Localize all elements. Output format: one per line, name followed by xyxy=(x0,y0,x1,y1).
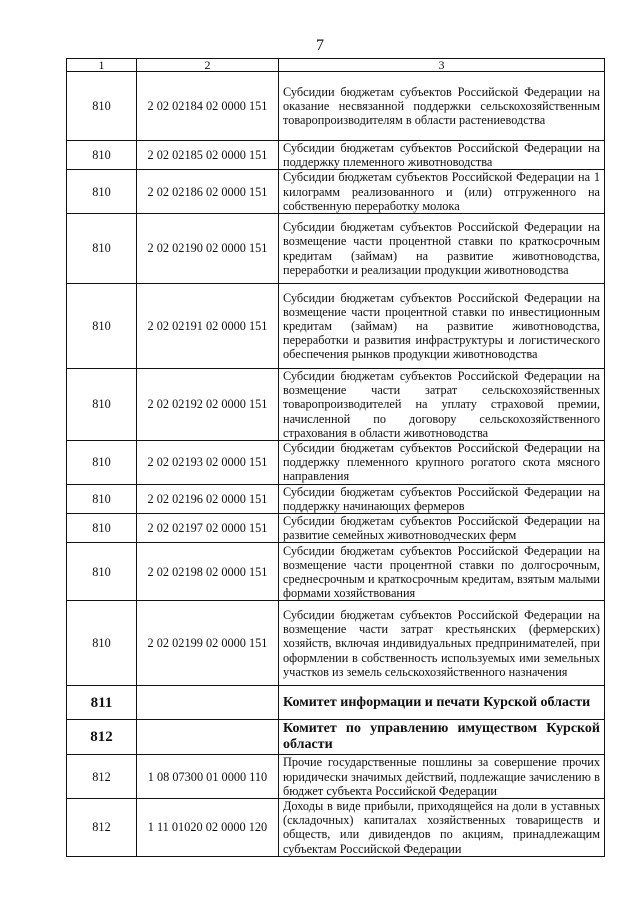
header-col-3: 3 xyxy=(279,59,605,72)
budget-code-cell: 2 02 02186 02 0000 151 xyxy=(137,170,279,214)
table-row xyxy=(67,484,605,513)
header-col-1: 1 xyxy=(67,59,137,72)
description-cell: Субсидии бюджетам субъектов Российской Федерации на возмещение части затрат сельскохозяйственных товаропроизводителей на уплату страховой премии, начисленной по договору сельскохозяйственного страхования в области животноводства xyxy=(279,369,605,441)
description-cell: Комитет по управлению имуществом Курской области xyxy=(279,720,605,755)
admin-code-cell: 810 xyxy=(67,543,137,601)
admin-code-cell: 810 xyxy=(67,441,137,485)
description-cell: Субсидии бюджетам субъектов Российской Федерации на 1 килограмм реализованного и (или) отгруженного на собственную переработку молока xyxy=(279,170,605,214)
table-row xyxy=(67,601,605,686)
budget-code-cell: 2 02 02197 02 0000 151 xyxy=(137,514,279,543)
table-row xyxy=(67,141,605,170)
description-cell: Субсидии бюджетам субъектов Российской Федерации на поддержку племенного крупного рогатого скота мясного направления xyxy=(279,441,605,485)
table-row xyxy=(67,755,605,799)
budget-code-cell: 2 02 02198 02 0000 151 xyxy=(137,543,279,601)
table-row xyxy=(67,686,605,720)
budget-code-cell: 2 02 02190 02 0000 151 xyxy=(137,214,279,284)
admin-code-cell: 810 xyxy=(67,284,137,369)
description-cell: Субсидии бюджетам субъектов Российской Федерации на возмещение части процентной ставки по долгосрочным, среднесрочным и краткосрочным кредитам, взятым малыми формами хозяйствования xyxy=(279,543,605,601)
description-cell: Субсидии бюджетам субъектов Российской Федерации на возмещение части процентной ставки по инвестиционным кредитам (займам) на развитие животноводства, переработки и развития инфраструктуры и логистического обеспечения рынков продукции животноводства xyxy=(279,284,605,369)
table-row xyxy=(67,441,605,485)
budget-code-cell: 1 08 07300 01 0000 110 xyxy=(137,755,279,799)
admin-code-cell: 811 xyxy=(67,686,137,720)
budget-classification-table xyxy=(66,58,605,857)
description-cell: Доходы в виде прибыли, приходящейся на доли в уставных (складочных) капиталах хозяйственных товариществ и обществ, или дивидендов по акциям, принадлежащим субъектам Российской Федерации xyxy=(279,799,605,857)
budget-code-cell: 2 02 02196 02 0000 151 xyxy=(137,484,279,513)
table-row xyxy=(67,720,605,755)
budget-code-cell: 2 02 02193 02 0000 151 xyxy=(137,441,279,485)
table-row xyxy=(67,170,605,214)
budget-code-cell: 2 02 02184 02 0000 151 xyxy=(137,72,279,141)
budget-code-cell: 2 02 02185 02 0000 151 xyxy=(137,141,279,170)
budget-code-cell: 2 02 02199 02 0000 151 xyxy=(137,601,279,686)
admin-code-cell: 812 xyxy=(67,799,137,857)
description-cell: Комитет информации и печати Курской области xyxy=(279,686,605,720)
header-col-2: 2 xyxy=(137,59,279,72)
admin-code-cell: 810 xyxy=(67,214,137,284)
table-row xyxy=(67,214,605,284)
admin-code-cell: 810 xyxy=(67,369,137,441)
description-cell: Субсидии бюджетам субъектов Российской Федерации на поддержку племенного животноводства xyxy=(279,141,605,170)
table-row xyxy=(67,543,605,601)
budget-code-cell: 2 02 02191 02 0000 151 xyxy=(137,284,279,369)
admin-code-cell: 810 xyxy=(67,601,137,686)
description-cell: Субсидии бюджетам субъектов Российской Федерации на развитие семейных животноводческих ферм xyxy=(279,514,605,543)
admin-code-cell: 810 xyxy=(67,141,137,170)
budget-code-cell xyxy=(137,686,279,720)
table-row xyxy=(67,72,605,141)
admin-code-cell: 810 xyxy=(67,484,137,513)
table-row xyxy=(67,799,605,857)
description-cell: Прочие государственные пошлины за совершение прочих юридически значимых действий, подлежащие зачислению в бюджет субъекта Российской Федерации xyxy=(279,755,605,799)
table-row xyxy=(67,284,605,369)
table-row xyxy=(67,514,605,543)
page-number: 7 xyxy=(316,37,324,54)
admin-code-cell: 812 xyxy=(67,720,137,755)
description-cell: Субсидии бюджетам субъектов Российской Федерации на возмещение части процентной ставки по краткосрочным кредитам (займам) на развитие животноводства, переработки и реализации продукции животноводства xyxy=(279,214,605,284)
description-cell: Субсидии бюджетам субъектов Российской Федерации на поддержку начинающих фермеров xyxy=(279,484,605,513)
budget-code-cell xyxy=(137,720,279,755)
admin-code-cell: 812 xyxy=(67,755,137,799)
table-row xyxy=(67,369,605,441)
budget-code-cell: 1 11 01020 02 0000 120 xyxy=(137,799,279,857)
admin-code-cell: 810 xyxy=(67,514,137,543)
admin-code-cell: 810 xyxy=(67,170,137,214)
budget-code-cell: 2 02 02192 02 0000 151 xyxy=(137,369,279,441)
admin-code-cell: 810 xyxy=(67,72,137,141)
description-cell: Субсидии бюджетам субъектов Российской Федерации на возмещение части затрат крестьянских (фермерских) хозяйств, включая индивидуальных предпринимателей, при оформлении в собственность используемых ими земельных участков из земель сельскохозяйственного назначения xyxy=(279,601,605,686)
description-cell: Субсидии бюджетам субъектов Российской Федерации на оказание несвязанной поддержки сельскохозяйственным товаропроизводителям в области растениеводства xyxy=(279,72,605,141)
table-header-row xyxy=(67,59,605,72)
